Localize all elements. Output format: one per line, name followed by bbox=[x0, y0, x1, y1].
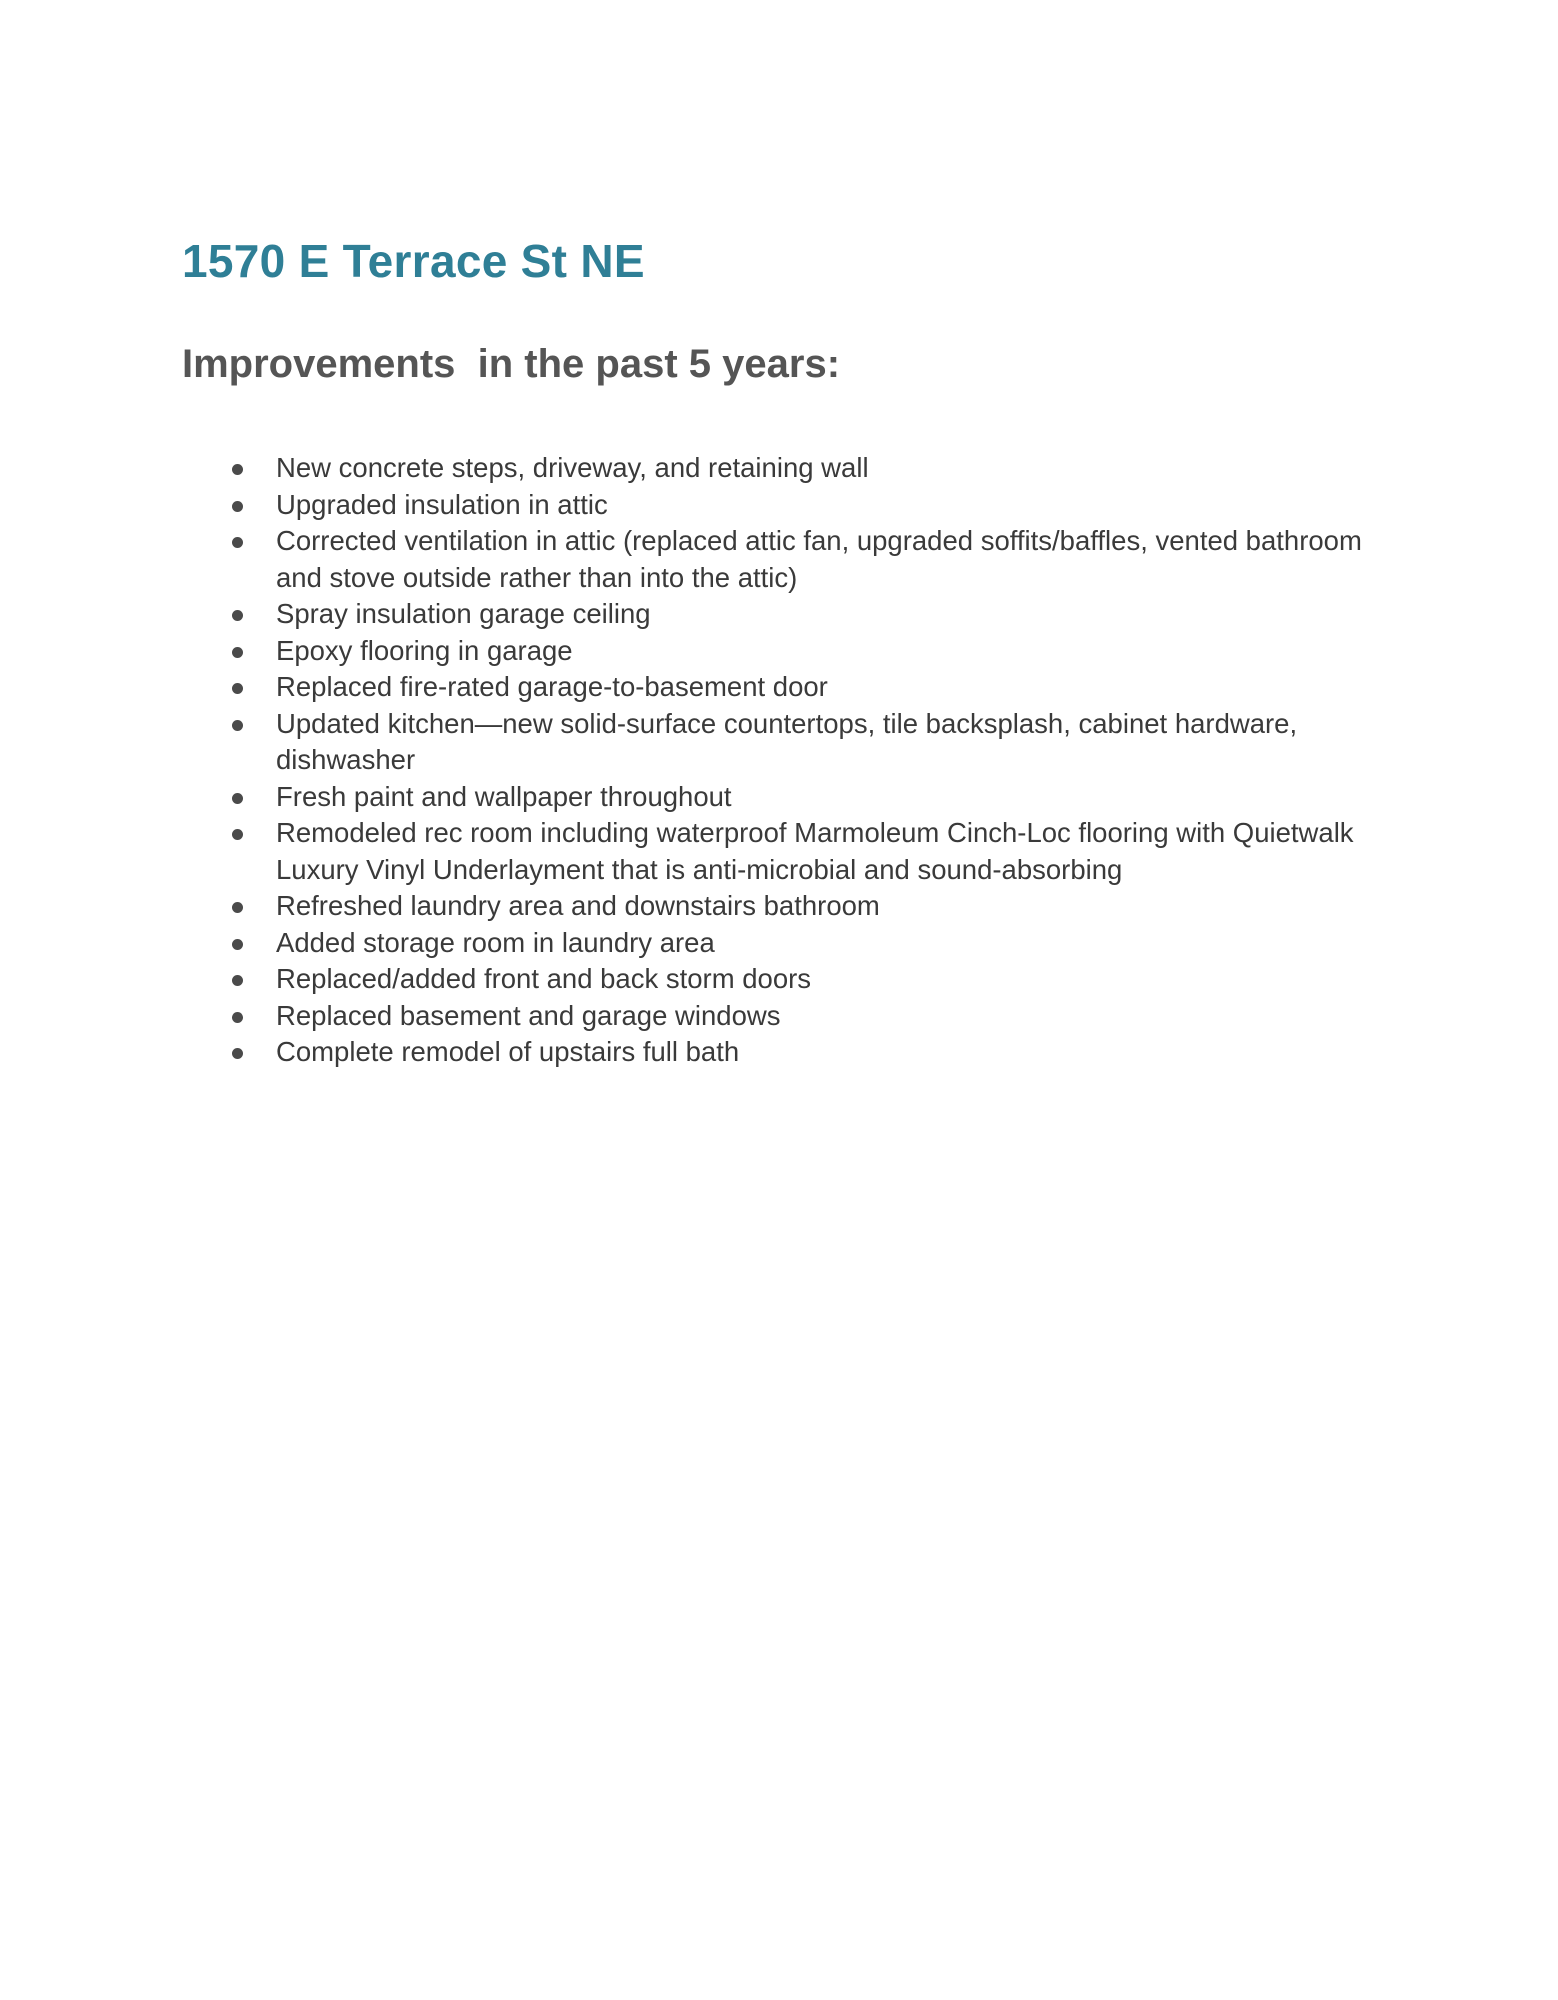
bullet-icon bbox=[232, 1048, 243, 1059]
improvements-list bbox=[226, 450, 1406, 1071]
list-item-text: Refreshed laundry area and downstairs bathroom bbox=[276, 890, 880, 921]
bullet-icon bbox=[232, 537, 243, 548]
bullet-icon bbox=[232, 829, 243, 840]
bullet-icon bbox=[232, 647, 243, 658]
list-item bbox=[226, 815, 1406, 888]
bullet-icon bbox=[232, 610, 243, 621]
property-address-title: 1570 E Terrace St NE bbox=[182, 235, 645, 287]
list-item bbox=[226, 925, 1406, 962]
list-item-text: Spray insulation garage ceiling bbox=[276, 598, 651, 629]
list-item-text: Replaced/added front and back storm doors bbox=[276, 963, 812, 994]
bullet-icon bbox=[232, 902, 243, 913]
list-item bbox=[226, 961, 1406, 998]
bullet-icon bbox=[232, 464, 243, 475]
bullet-icon bbox=[232, 939, 243, 950]
list-item bbox=[226, 523, 1406, 596]
bullet-icon bbox=[232, 720, 243, 731]
bullet-icon bbox=[232, 501, 243, 512]
improvements-heading: Improvements in the past 5 years: bbox=[182, 342, 841, 386]
bullet-icon bbox=[232, 683, 243, 694]
list-item bbox=[226, 888, 1406, 925]
list-item bbox=[226, 596, 1406, 633]
list-item-text: Replaced fire-rated garage-to-basement door bbox=[276, 671, 828, 702]
list-item bbox=[226, 450, 1406, 487]
list-item bbox=[226, 998, 1406, 1035]
list-item-text: Remodeled rec room including waterproof Marmoleum Cinch-Loc flooring with Quietwalk Luxury Vinyl Underlayment that is anti-microbial and sound-absorbing bbox=[276, 817, 1354, 885]
list-item-text: New concrete steps, driveway, and retaining wall bbox=[276, 452, 869, 483]
list-item bbox=[226, 1034, 1406, 1071]
bullet-icon bbox=[232, 975, 243, 986]
list-item-text: Complete remodel of upstairs full bath bbox=[276, 1036, 740, 1067]
list-item bbox=[226, 706, 1406, 779]
list-item-text: Epoxy flooring in garage bbox=[276, 634, 573, 666]
list-item-text: Corrected ventilation in attic (replaced attic fan, upgraded soffits/baffles, vented bathroom and stove outside rather than into the attic) bbox=[276, 525, 1362, 593]
list-item-text: Replaced basement and garage windows bbox=[276, 999, 781, 1031]
list-item bbox=[226, 669, 1406, 706]
bullet-icon bbox=[232, 793, 243, 804]
list-item bbox=[226, 779, 1406, 816]
bullet-icon bbox=[232, 1012, 243, 1023]
list-item-text: Updated kitchen—new solid-surface countertops, tile backsplash, cabinet hardware, dishwasher bbox=[276, 707, 1298, 775]
list-item bbox=[226, 633, 1406, 670]
list-item bbox=[226, 487, 1406, 524]
list-item-text: Upgraded insulation in attic bbox=[276, 488, 608, 520]
list-item-text: Added storage room in laundry area bbox=[276, 926, 715, 958]
list-item-text: Fresh paint and wallpaper throughout bbox=[276, 780, 732, 812]
